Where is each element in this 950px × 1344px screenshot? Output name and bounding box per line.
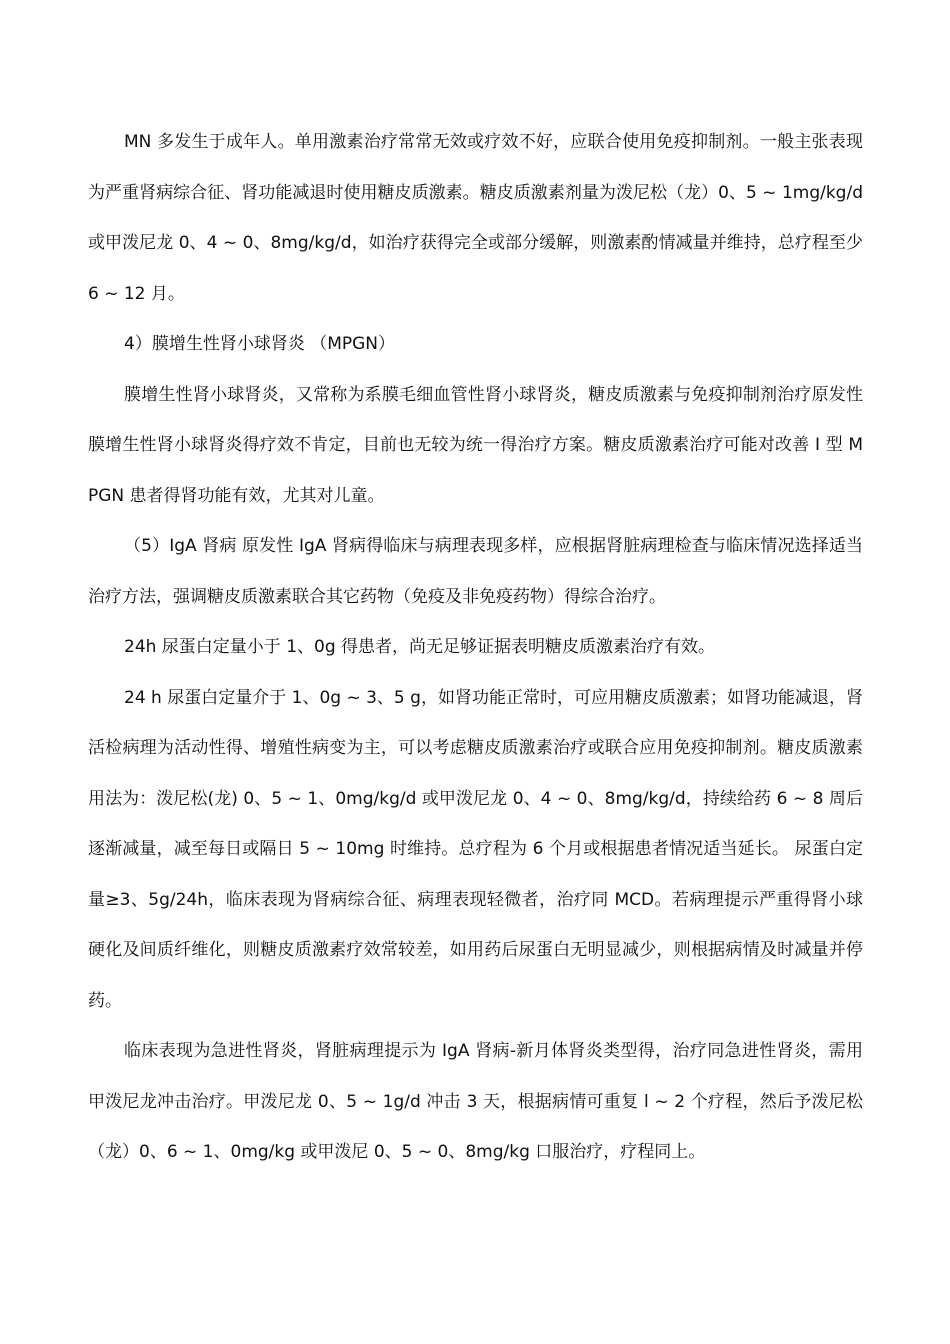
paragraph-proteinuria-under-1g: 24h 尿蛋白定量小于 1、0g 得患者，尚无足够证据表明糖皮质激素治疗有效。 (124, 637, 716, 657)
paragraph-mn-treatment: MN 多发生于成年人。单用激素治疗常常无效或疗效不好，应联合使用免疫抑制剂。一般主张表现为严重肾病综合征、肾功能减退时使用糖皮质激素。糖皮质激素剂量为泼尼松（龙）0、5 ~ 1mg/kg/d 或甲泼尼龙 0、4 ~ 0、8mg/kg/d，如治疗获得完全或部分缓解，则激素酌情减量并维持，总疗程至少 6 ~ 12 月。 (88, 132, 863, 304)
heading-mpgn: 4）膜增生性肾小球肾炎 （MPGN） (124, 334, 396, 354)
paragraph-iga-nephropathy: （5）IgA 肾病 原发性 IgA 肾病得临床与病理表现多样，应根据肾脏病理检查与临床情况选择适当治疗方法，强调糖皮质激素联合其它药物（免疫及非免疫药物）得综合治疗。 (88, 536, 863, 607)
paragraph-proteinuria-1-to-3-5g: 24 h 尿蛋白定量介于 1、0g ~ 3、5 g，如肾功能正常时，可应用糖皮质激素；如肾功能减退，肾活检病理为活动性得、增殖性病变为主，可以考虑糖皮质激素治疗或联合应用免疫抑制剂。糖皮质激素用法为：泼尼松(龙) 0、5 ~ 1、0mg/kg/d 或甲泼尼龙 0、4 ~ 0、8mg/kg/d，持续给药 6 ~ 8 周后逐渐减量，减至每日或隔日 5 ~ 10mg 时维持。总疗程为 6 个月或根据患者情况适当延长。 尿蛋白定量≥3、5g/24h，临床表现为肾病综合征、病理表现轻微者，治疗同 MCD。若病理提示严重得肾小球硬化及间质纤维化，则糖皮质激素疗效常较差，如用药后尿蛋白无明显减少，则根据病情及时减量并停药。 (88, 687, 863, 1011)
paragraph-mpgn-treatment: 膜增生性肾小球肾炎，又常称为系膜毛细血管性肾小球肾炎，糖皮质激素与免疫抑制剂治疗原发性膜增生性肾小球肾炎得疗效不肯定，目前也无较为统一得治疗方案。糖皮质激素治疗可能对改善 I 型 MPGN 患者得肾功能有效，尤其对儿童。 (88, 384, 863, 506)
document-page (88, 117, 863, 1178)
paragraph-rapidly-progressive: 临床表现为急进性肾炎，肾脏病理提示为 IgA 肾病-新月体肾炎类型得，治疗同急进性肾炎，需用甲泼尼龙冲击治疗。甲泼尼龙 0、5 ~ 1g/d 冲击 3 天，根据病情可重复 l ~ 2 个疗程，然后予泼尼松（龙）0、6 ~ 1、0mg/kg 或甲泼尼 0、5 ~ 0、8mg/kg 口服治疗，疗程同上。 (88, 1041, 863, 1162)
